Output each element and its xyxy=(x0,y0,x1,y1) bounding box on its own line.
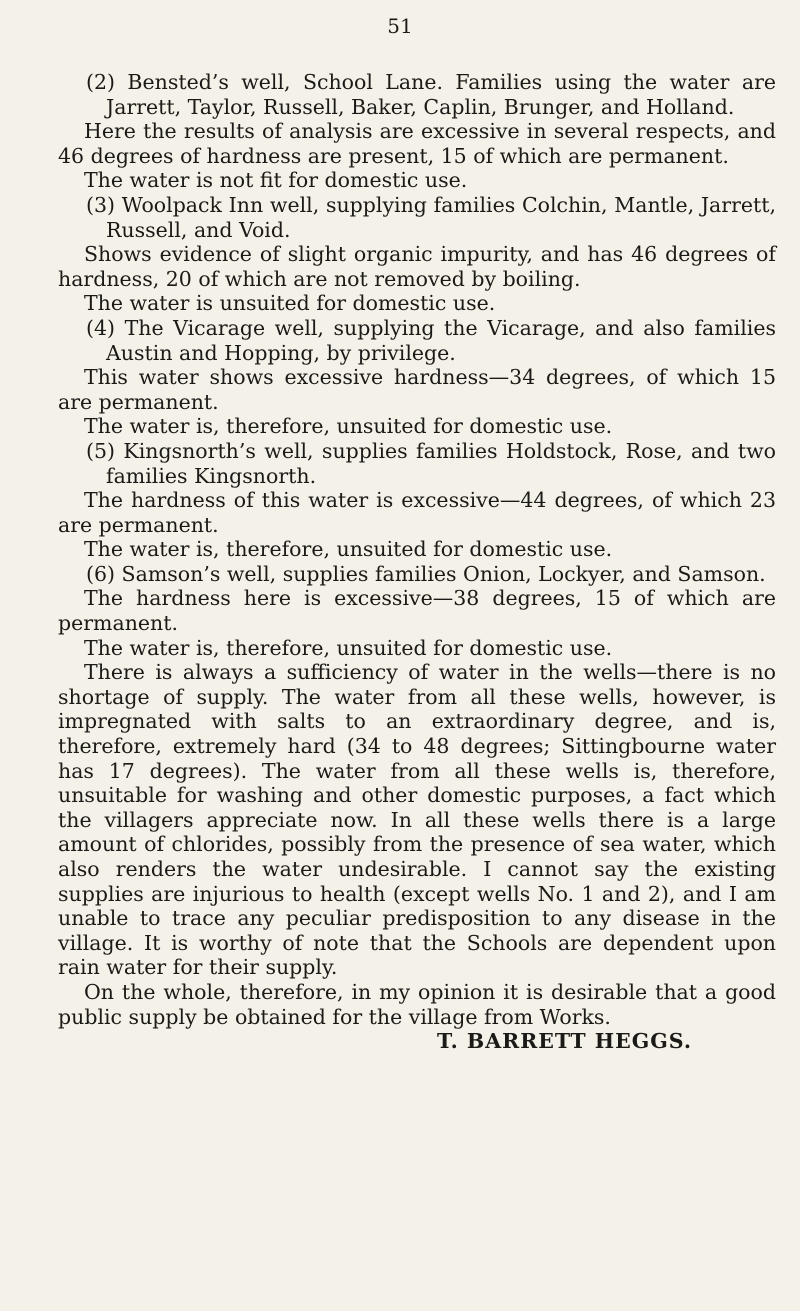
paragraph: Shows evidence of slight organic impurity, and has 46 degrees of hardness, 20 of which are not removed by boiling. xyxy=(58,242,776,291)
paragraph: The hardness of this water is excessive—44 degrees, of which 23 are permanent. xyxy=(58,488,776,537)
signature: T. BARRETT HEGGS. xyxy=(437,1029,692,1054)
report-text xyxy=(58,70,776,1054)
paragraph: There is always a sufficiency of water in the wells—there is no shortage of supply. The water from all these wells, however, is impregnated with salts to an extraordinary degree, and is, therefore, extremely hard (34 to 48 degrees; Sittingbourne water has 17 degrees). The water from all these wells is, therefore, unsuitable for washing and other domestic purposes, a fact which the villagers appreciate now. In all these wells there is a large amount of chlorides, possibly from the presence of sea water, which also renders the water undesirable. I cannot say the existing supplies are injurious to health (except wells No. 1 and 2), and I am unable to trace any peculiar predisposition to any disease in the village. It is worthy of note that the Schools are dependent upon rain water for their supply. xyxy=(58,660,776,980)
paragraph: The water is, therefore, unsuited for domestic use. xyxy=(84,635,613,660)
paragraph: The hardness here is excessive—38 degrees, 15 of which are permanent. xyxy=(58,586,776,636)
paragraph: The water is, therefore, unsuited for domestic use. xyxy=(84,537,613,562)
well-entry: (4) The Vicarage well, supplying the Vicarage, and also families Austin and Hopping, by privilege. xyxy=(86,315,776,365)
paragraph: The water is unsuited for domestic use. xyxy=(84,291,496,316)
paragraph: The water is, therefore, unsuited for domestic use. xyxy=(84,414,613,439)
paragraph: This water shows excessive hardness—34 degrees, of which 15 are permanent. xyxy=(58,365,776,414)
well-entry: (5) Kingsnorth’s well, supplies families Holdstock, Rose, and two families Kingsnorth. xyxy=(86,438,776,488)
well-entry: (3) Woolpack Inn well, supplying families Colchin, Mantle, Jarrett, Russell, and Void. xyxy=(86,192,776,242)
paragraph: Here the results of analysis are excessive in several respects, and 46 degrees of hardness are present, 15 of which are permanent. xyxy=(58,119,776,168)
page-number: 51 xyxy=(387,14,413,38)
well-entry: (6) Samson’s well, supplies families Onion, Lockyer, and Samson. xyxy=(86,561,766,586)
paragraph: The water is not fit for domestic use. xyxy=(84,168,468,193)
well-entry: (2) Bensted’s well, School Lane. Families using the water are Jarrett, Taylor, Russell, Baker, Caplin, Brunger, and Holland. xyxy=(86,70,776,119)
paragraph: On the whole, therefore, in my opinion it is desirable that a good public supply be obtained for the village from Works. xyxy=(58,979,776,1029)
